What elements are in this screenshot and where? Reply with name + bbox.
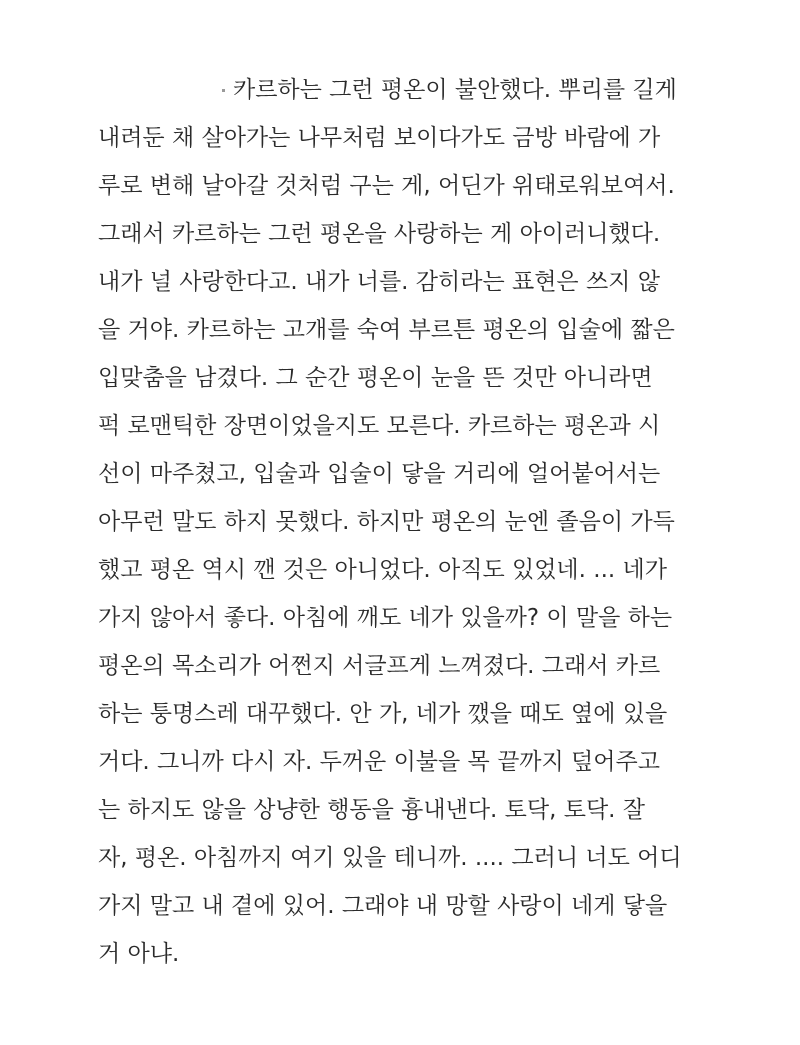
text-line: 그래서 카르하는 그런 평온을 사랑하는 게 아이러니했다.	[98, 221, 661, 247]
text-line: 거다. 그니까 다시 자. 두꺼운 이불을 목 끝까지 덮어주고	[98, 749, 660, 775]
text-line: 을 거야. 카르하는 고개를 숙여 부르튼 평온의 입술에 짧은	[98, 317, 675, 343]
text-line: 가지 않아서 좋다. 아침에 깨도 네가 있을까? 이 말을 하는	[98, 605, 673, 631]
text-block	[98, 66, 718, 978]
text-line	[98, 66, 718, 114]
text-line: 퍽 로맨틱한 장면이었을지도 모른다. 카르하는 평온과 시	[98, 413, 661, 439]
text-line: 내가 널 사랑한다고. 내가 너를. 감히라는 표현은 쓰지 않	[98, 269, 660, 295]
text-line: 아무런 말도 하지 못했다. 하지만 평온의 눈엔 졸음이 가득	[98, 509, 675, 535]
text-line: 선이 마주쳤고, 입술과 입술이 닿을 거리에 얼어붙어서는	[98, 461, 661, 487]
text-line: 거 아냐.	[98, 941, 180, 967]
text-line: 루로 변해 날아갈 것처럼 구는 게, 어딘가 위태로워보여서.	[98, 173, 675, 199]
text-line: 했고 평온 역시 깬 것은 아니었다. 아직도 있었네. ... 네가	[98, 557, 667, 583]
cursor-mark	[222, 89, 225, 92]
text-line: 는 하지도 않을 상냥한 행동을 흉내낸다. 토닥, 토닥. 잘	[98, 797, 645, 823]
text-line: 입맞춤을 남겼다. 그 순간 평온이 눈을 뜬 것만 아니라면	[98, 365, 653, 391]
text-line: 가지 말고 내 곁에 있어. 그래야 내 망할 사랑이 네게 닿을	[98, 893, 668, 919]
text-line: 내려둔 채 살아가는 나무처럼 보이다가도 금방 바람에 가	[98, 125, 661, 151]
text-line-content: 카르하는 그런 평온이 불안했다. 뿌리를 길게	[233, 77, 677, 103]
text-line: 자, 평온. 아침까지 여기 있을 테니까. .... 그러니 너도 어디	[98, 845, 682, 871]
text-line: 평온의 목소리가 어쩐지 서글프게 느껴졌다. 그래서 카르	[98, 653, 661, 679]
text-line: 하는 퉁명스레 대꾸했다. 안 가, 네가 깼을 때도 옆에 있을	[98, 701, 668, 727]
